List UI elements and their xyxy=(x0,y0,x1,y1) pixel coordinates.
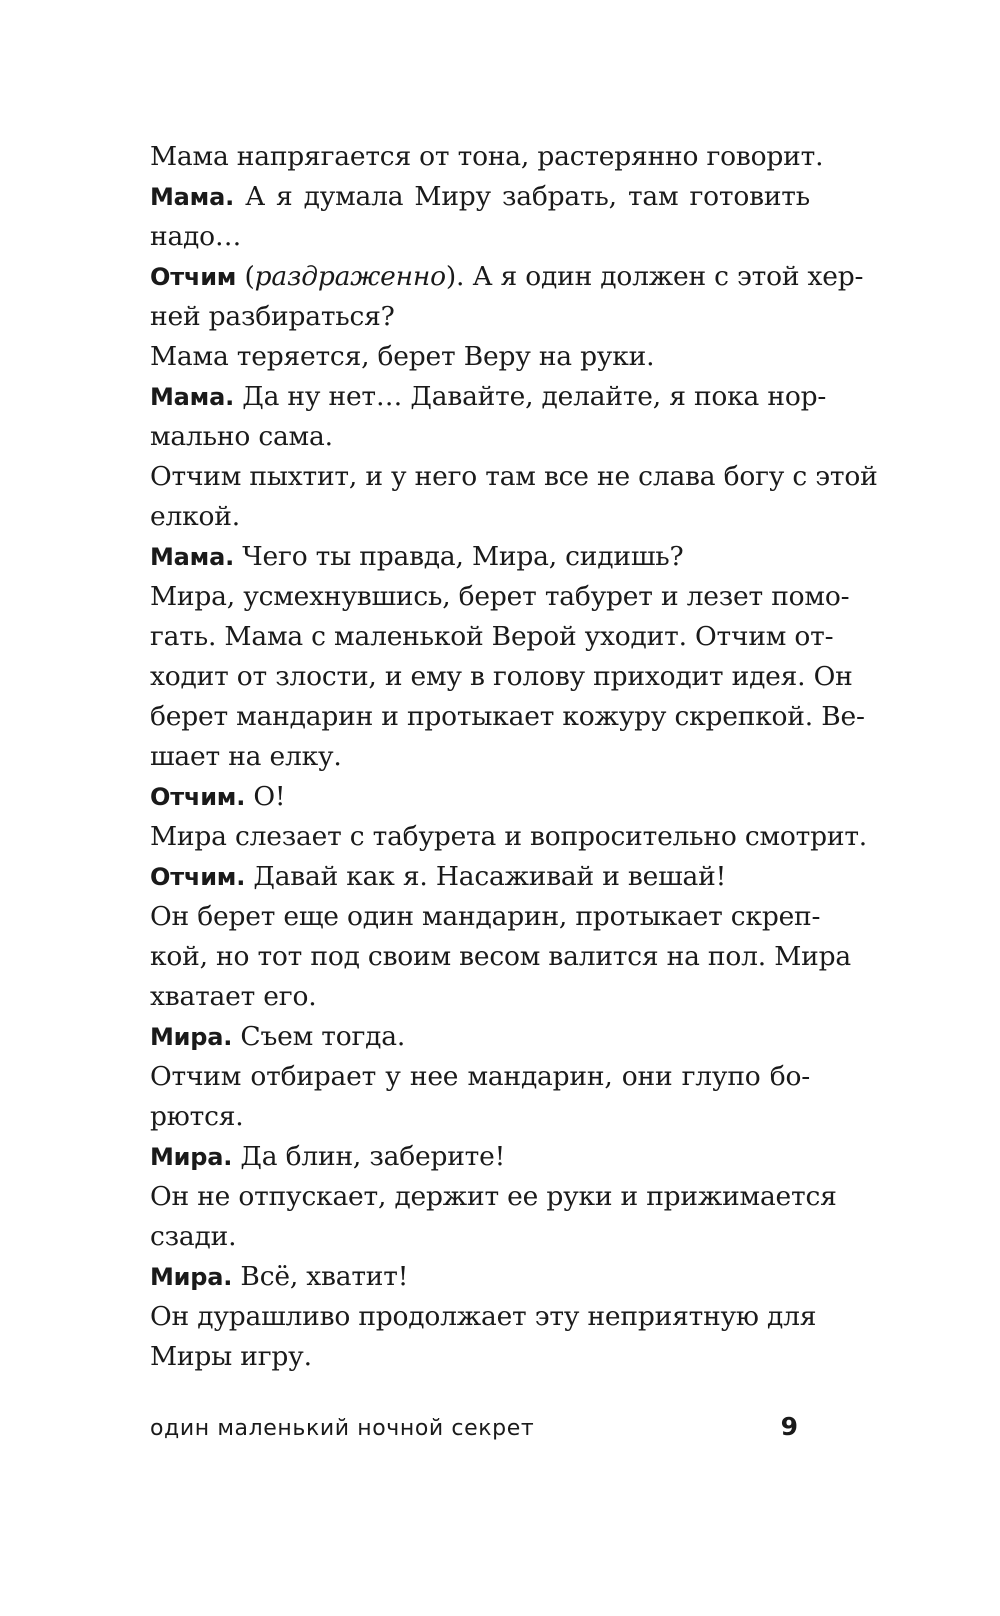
text-run: Отчим отбирает у нее мандарин, они глупо бо- xyxy=(150,1061,810,1092)
text-line xyxy=(150,417,810,457)
text-run: Мама теряется, берет Веру на руки. xyxy=(150,341,655,372)
text-line xyxy=(150,577,850,617)
text-line xyxy=(150,1337,810,1377)
text-line xyxy=(150,1177,837,1217)
text-run: мально сама. xyxy=(150,421,333,452)
text-line xyxy=(150,297,810,337)
text-run: Давай как я. Насаживай и вешай! xyxy=(245,861,727,892)
text-run: ). А я один должен с этой хер- xyxy=(445,261,864,292)
text-run: О! xyxy=(245,781,286,812)
text-run: Он не отпускает, держит ее руки и прижимается xyxy=(150,1181,837,1212)
text-line xyxy=(150,777,810,817)
text-line xyxy=(150,377,827,417)
text-line xyxy=(150,737,810,777)
text-run: Мира слезает с табурета и вопросительно смотрит. xyxy=(150,821,868,852)
speaker-name: Мира. xyxy=(150,1143,233,1171)
text-run: Миры игру. xyxy=(150,1341,312,1372)
text-run: Съем тогда. xyxy=(232,1021,406,1052)
text-line xyxy=(150,897,821,937)
speaker-name: Мира. xyxy=(150,1263,233,1291)
speaker-name: Мама. xyxy=(150,543,235,571)
text-run: сзади. xyxy=(150,1221,237,1252)
text-run: Всё, хватит! xyxy=(232,1261,409,1292)
text-run: гать. Мама с маленькой Верой уходит. Отчим от- xyxy=(150,621,834,652)
text-line xyxy=(150,1097,810,1137)
text-line xyxy=(150,217,810,257)
text-run: Он дурашливо продолжает эту неприятную для xyxy=(150,1301,817,1332)
page-number: 9 xyxy=(780,1412,798,1441)
text-line xyxy=(150,697,865,737)
text-run: ходит от злости, и ему в голову приходит идея. Он xyxy=(150,661,853,692)
text-line xyxy=(150,617,834,657)
text-line xyxy=(150,817,868,857)
text-run: ней разбираться? xyxy=(150,301,395,332)
text-run: Да блин, заберите! xyxy=(232,1141,506,1172)
speaker-name: Отчим. xyxy=(150,783,246,811)
text-run: рются. xyxy=(150,1101,244,1132)
body-text xyxy=(150,137,878,1377)
text-line xyxy=(150,457,878,497)
text-run: Он берет еще один мандарин, протыкает скреп- xyxy=(150,901,821,932)
text-line xyxy=(150,137,824,177)
text-run: Чего ты правда, Мира, сидишь? xyxy=(234,541,684,572)
speaker-name: Отчим xyxy=(150,263,237,291)
text-run: хватает его. xyxy=(150,981,317,1012)
text-line xyxy=(150,1017,810,1057)
stage-remark: раздраженно xyxy=(254,261,446,292)
text-line xyxy=(150,1297,817,1337)
text-run: елкой. xyxy=(150,501,240,532)
text-line xyxy=(150,1137,810,1177)
text-run: Отчим пыхтит, и у него там все не слава богу с этой xyxy=(150,461,878,492)
text-line xyxy=(150,337,810,377)
page-footer xyxy=(150,1410,798,1450)
text-line xyxy=(150,977,810,1017)
text-run: кой, но тот под своим весом валится на пол. Мира xyxy=(150,941,851,972)
running-title: один маленький ночной секрет xyxy=(150,1416,535,1441)
text-run: надо… xyxy=(150,221,242,252)
text-line xyxy=(150,497,810,537)
text-line xyxy=(150,537,810,577)
text-line xyxy=(150,1217,810,1257)
text-line xyxy=(150,857,810,897)
text-run: Да ну нет… Давайте, делайте, я пока нор- xyxy=(234,381,827,412)
speaker-name: Мама. xyxy=(150,183,235,211)
text-line xyxy=(150,657,853,697)
speaker-name: Мама. xyxy=(150,383,235,411)
text-run: Мира, усмехнувшись, берет табурет и лезет помо- xyxy=(150,581,850,612)
text-run: Мама напрягается от тона, растерянно говорит. xyxy=(150,141,824,172)
speaker-name: Мира. xyxy=(150,1023,233,1051)
text-run: шает на елку. xyxy=(150,741,342,772)
text-run: берет мандарин и протыкает кожуру скрепкой. Ве- xyxy=(150,701,865,732)
text-line xyxy=(150,177,810,217)
text-line xyxy=(150,937,851,977)
speaker-name: Отчим. xyxy=(150,863,246,891)
text-line xyxy=(150,257,864,297)
text-line xyxy=(150,1057,810,1097)
text-run: А я думала Миру забрать, там готовить xyxy=(234,181,810,212)
text-run: ( xyxy=(236,261,255,292)
text-line xyxy=(150,1257,810,1297)
